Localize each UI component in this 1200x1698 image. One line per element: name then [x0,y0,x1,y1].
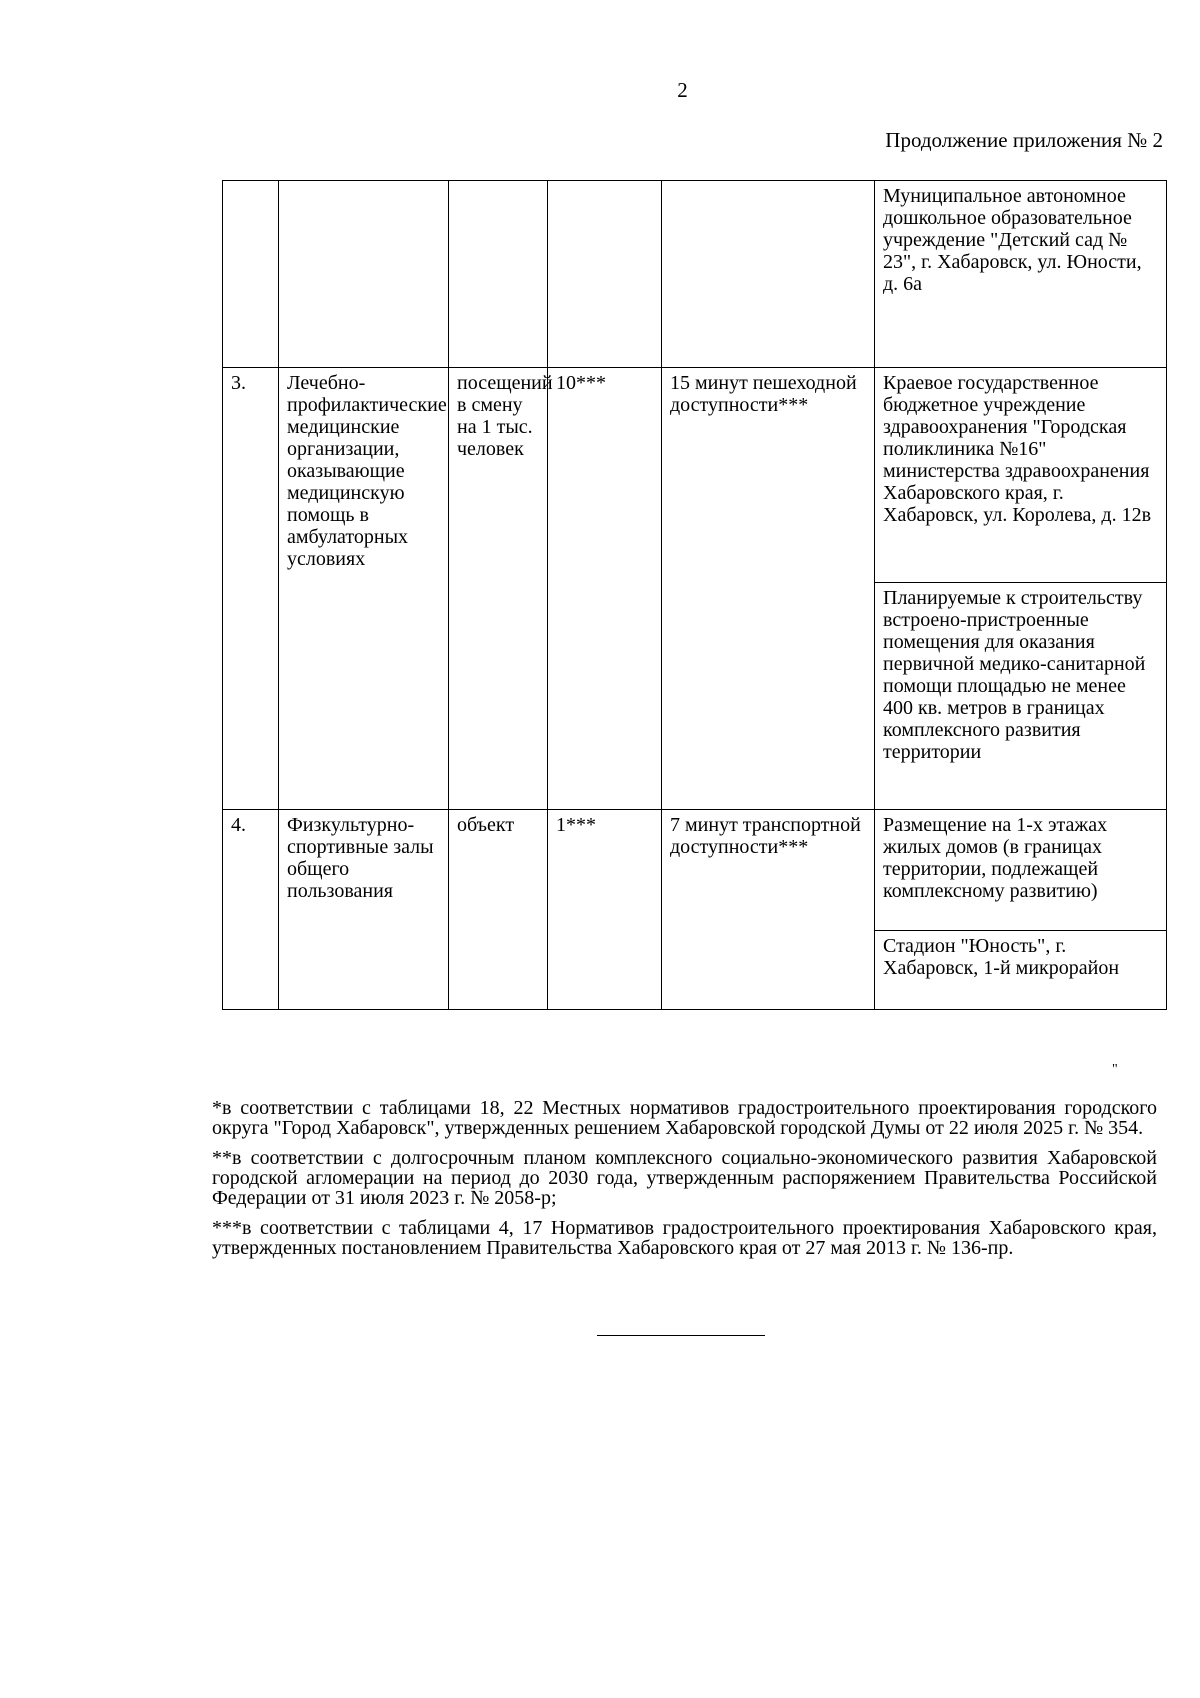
facility-name: Лечебно-профилактические медицинские организации, оказывающие медицинскую помощь в амбулаторных условиях [279,368,449,810]
value-cell: 1*** [548,810,662,1010]
object-cell: Размещение на 1-х этажах жилых домов (в границах территории, подлежащей комплексному развитию) [875,810,1167,931]
table-row [223,181,1167,368]
value-cell: 10*** [548,368,662,810]
table-cell [662,181,875,368]
table-cell [548,181,662,368]
footnotes [212,1098,1157,1268]
access-cell: 15 минут пешеходной доступности*** [662,368,875,810]
object-cell: Краевое государственное бюджетное учреждение здравоохранения "Городская поликлиника №16" министерства здравоохранения Хабаровского края, г. Хабаровск, ул. Королева, д. 12в [875,368,1167,583]
page-number: 2 [677,78,688,102]
row-number: 4. [223,810,279,1010]
row-number: 3. [223,368,279,810]
end-divider [597,1335,765,1336]
table-cell [223,181,279,368]
facilities-table [222,180,1167,1010]
continuation-label: Продолжение приложения № 2 [885,128,1163,152]
table-row [223,810,1167,931]
footnote-2: **в соответствии с долгосрочным планом комплексного социально-экономического развития Хабаровской городской агломерации на период до 2030 года, утвержденным распоряжением Правительства Российской Федерации от 31 июля 2023 г. № 2058-р; [212,1147,1157,1209]
unit-cell: посещений в смену на 1 тыс. человек [449,368,548,810]
facility-name: Физкультурно-спортивные залы общего пользования [279,810,449,1010]
object-cell: Планируемые к строительству встроено-пристроенные помещения для оказания первичной медико-санитарной помощи площадью не менее 400 кв. метров в границах комплексного развития территории [875,583,1167,810]
closing-quote: " [1112,1062,1118,1077]
access-cell: 7 минут транспортной доступности*** [662,810,875,1010]
footnote-3: ***в соответствии с таблицами 4, 17 Нормативов градостроительного проектирования Хабаровского края, утвержденных постановлением Правительства Хабаровского края от 27 мая 2013 г. № 136-пр. [212,1217,1157,1259]
table-cell [449,181,548,368]
footnote-1: *в соответствии с таблицами 18, 22 Местных нормативов градостроительного проектирования городского округа "Город Хабаровск", утвержденных решением Хабаровской городской Думы от 22 июля 2025 г. № 354. [212,1097,1157,1139]
object-cell: Стадион "Юность", г. Хабаровск, 1-й микрорайон [875,931,1167,1010]
unit-cell: объект [449,810,548,1010]
object-cell: Муниципальное автономное дошкольное образовательное учреждение "Детский сад № 23", г. Хабаровск, ул. Юности, д. 6а [875,181,1167,368]
table-row [223,368,1167,583]
table-cell [279,181,449,368]
